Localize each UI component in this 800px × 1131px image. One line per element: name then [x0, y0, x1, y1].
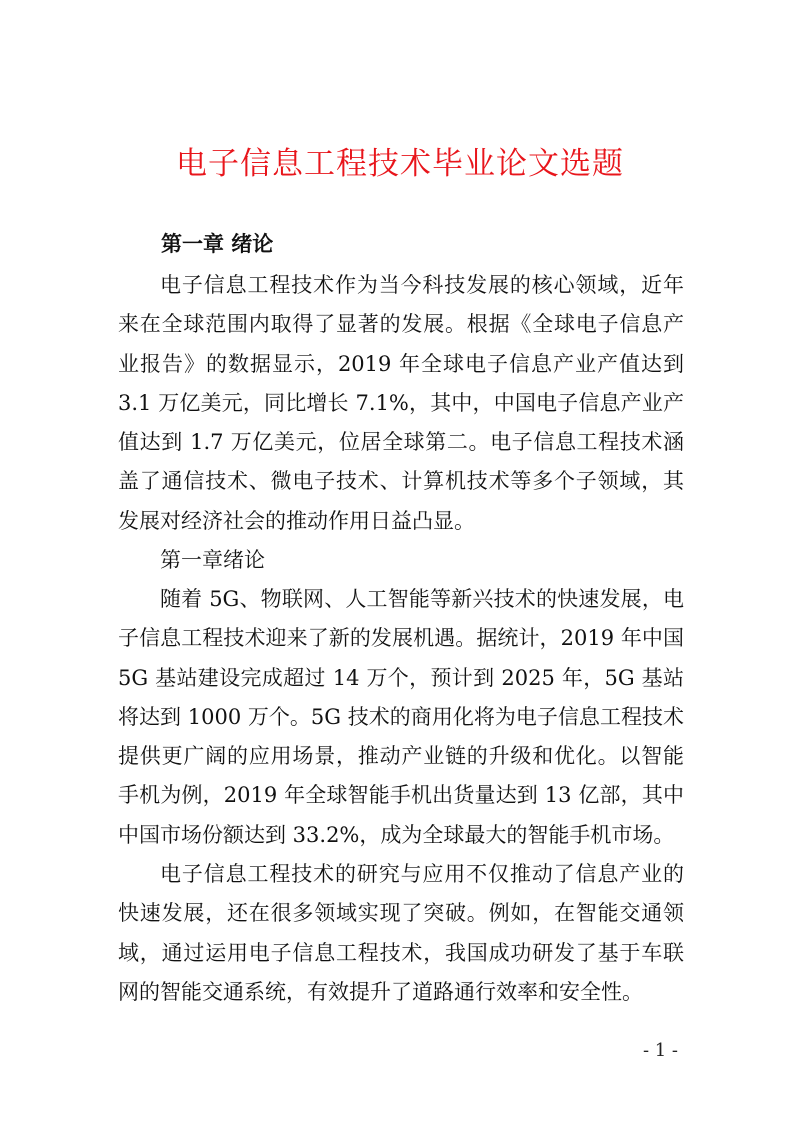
subheading-text: 第一章绪论	[160, 548, 265, 572]
document-title: 电子信息工程技术毕业论文选题	[176, 146, 624, 182]
paragraph-5g: 随着 5G、物联网、人工智能等新兴技术的快速发展，电子信息工程技术迎来了新的发展机遇。据统计，2019 年中国 5G 基站建设完成超过 14 万个，预计到 2025 年，5G 基站将达到 1000 万个。5G 技术的商用化将为电子信息工程技术提供更广阔的应用场景，推动产业链的升级和优化。以智能手机为例，2019 年全球智能手机出货量达到 13 亿部，其中中国市场份额达到 33.2%，成为全球最大的智能手机市场。	[118, 587, 684, 847]
page-number: - 1 -	[642, 1040, 678, 1061]
paragraph-applications: 电子信息工程技术的研究与应用不仅推动了信息产业的快速发展，还在很多领域实现了突破。例如，在智能交通领域，通过运用电子信息工程技术，我国成功研发了基于车联网的智能交通系统，有效提升了道路通行效率和安全性。	[118, 862, 684, 1004]
chapter-heading: 第一章 绪论	[161, 232, 274, 256]
paragraph-intro: 电子信息工程技术作为当今科技发展的核心领域，近年来在全球范围内取得了显著的发展。根据《全球电子信息产业报告》的数据显示，2019 年全球电子信息产业产值达到 3.1 万亿美元，同比增长 7.1%，其中，中国电子信息产业产值达到 1.7 万亿美元，位居全球第二。电子信息工程技术涵盖了通信技术、微电子技术、计算机技术等多个子领域，其发展对经济社会的推动作用日益凸显。	[118, 273, 684, 533]
